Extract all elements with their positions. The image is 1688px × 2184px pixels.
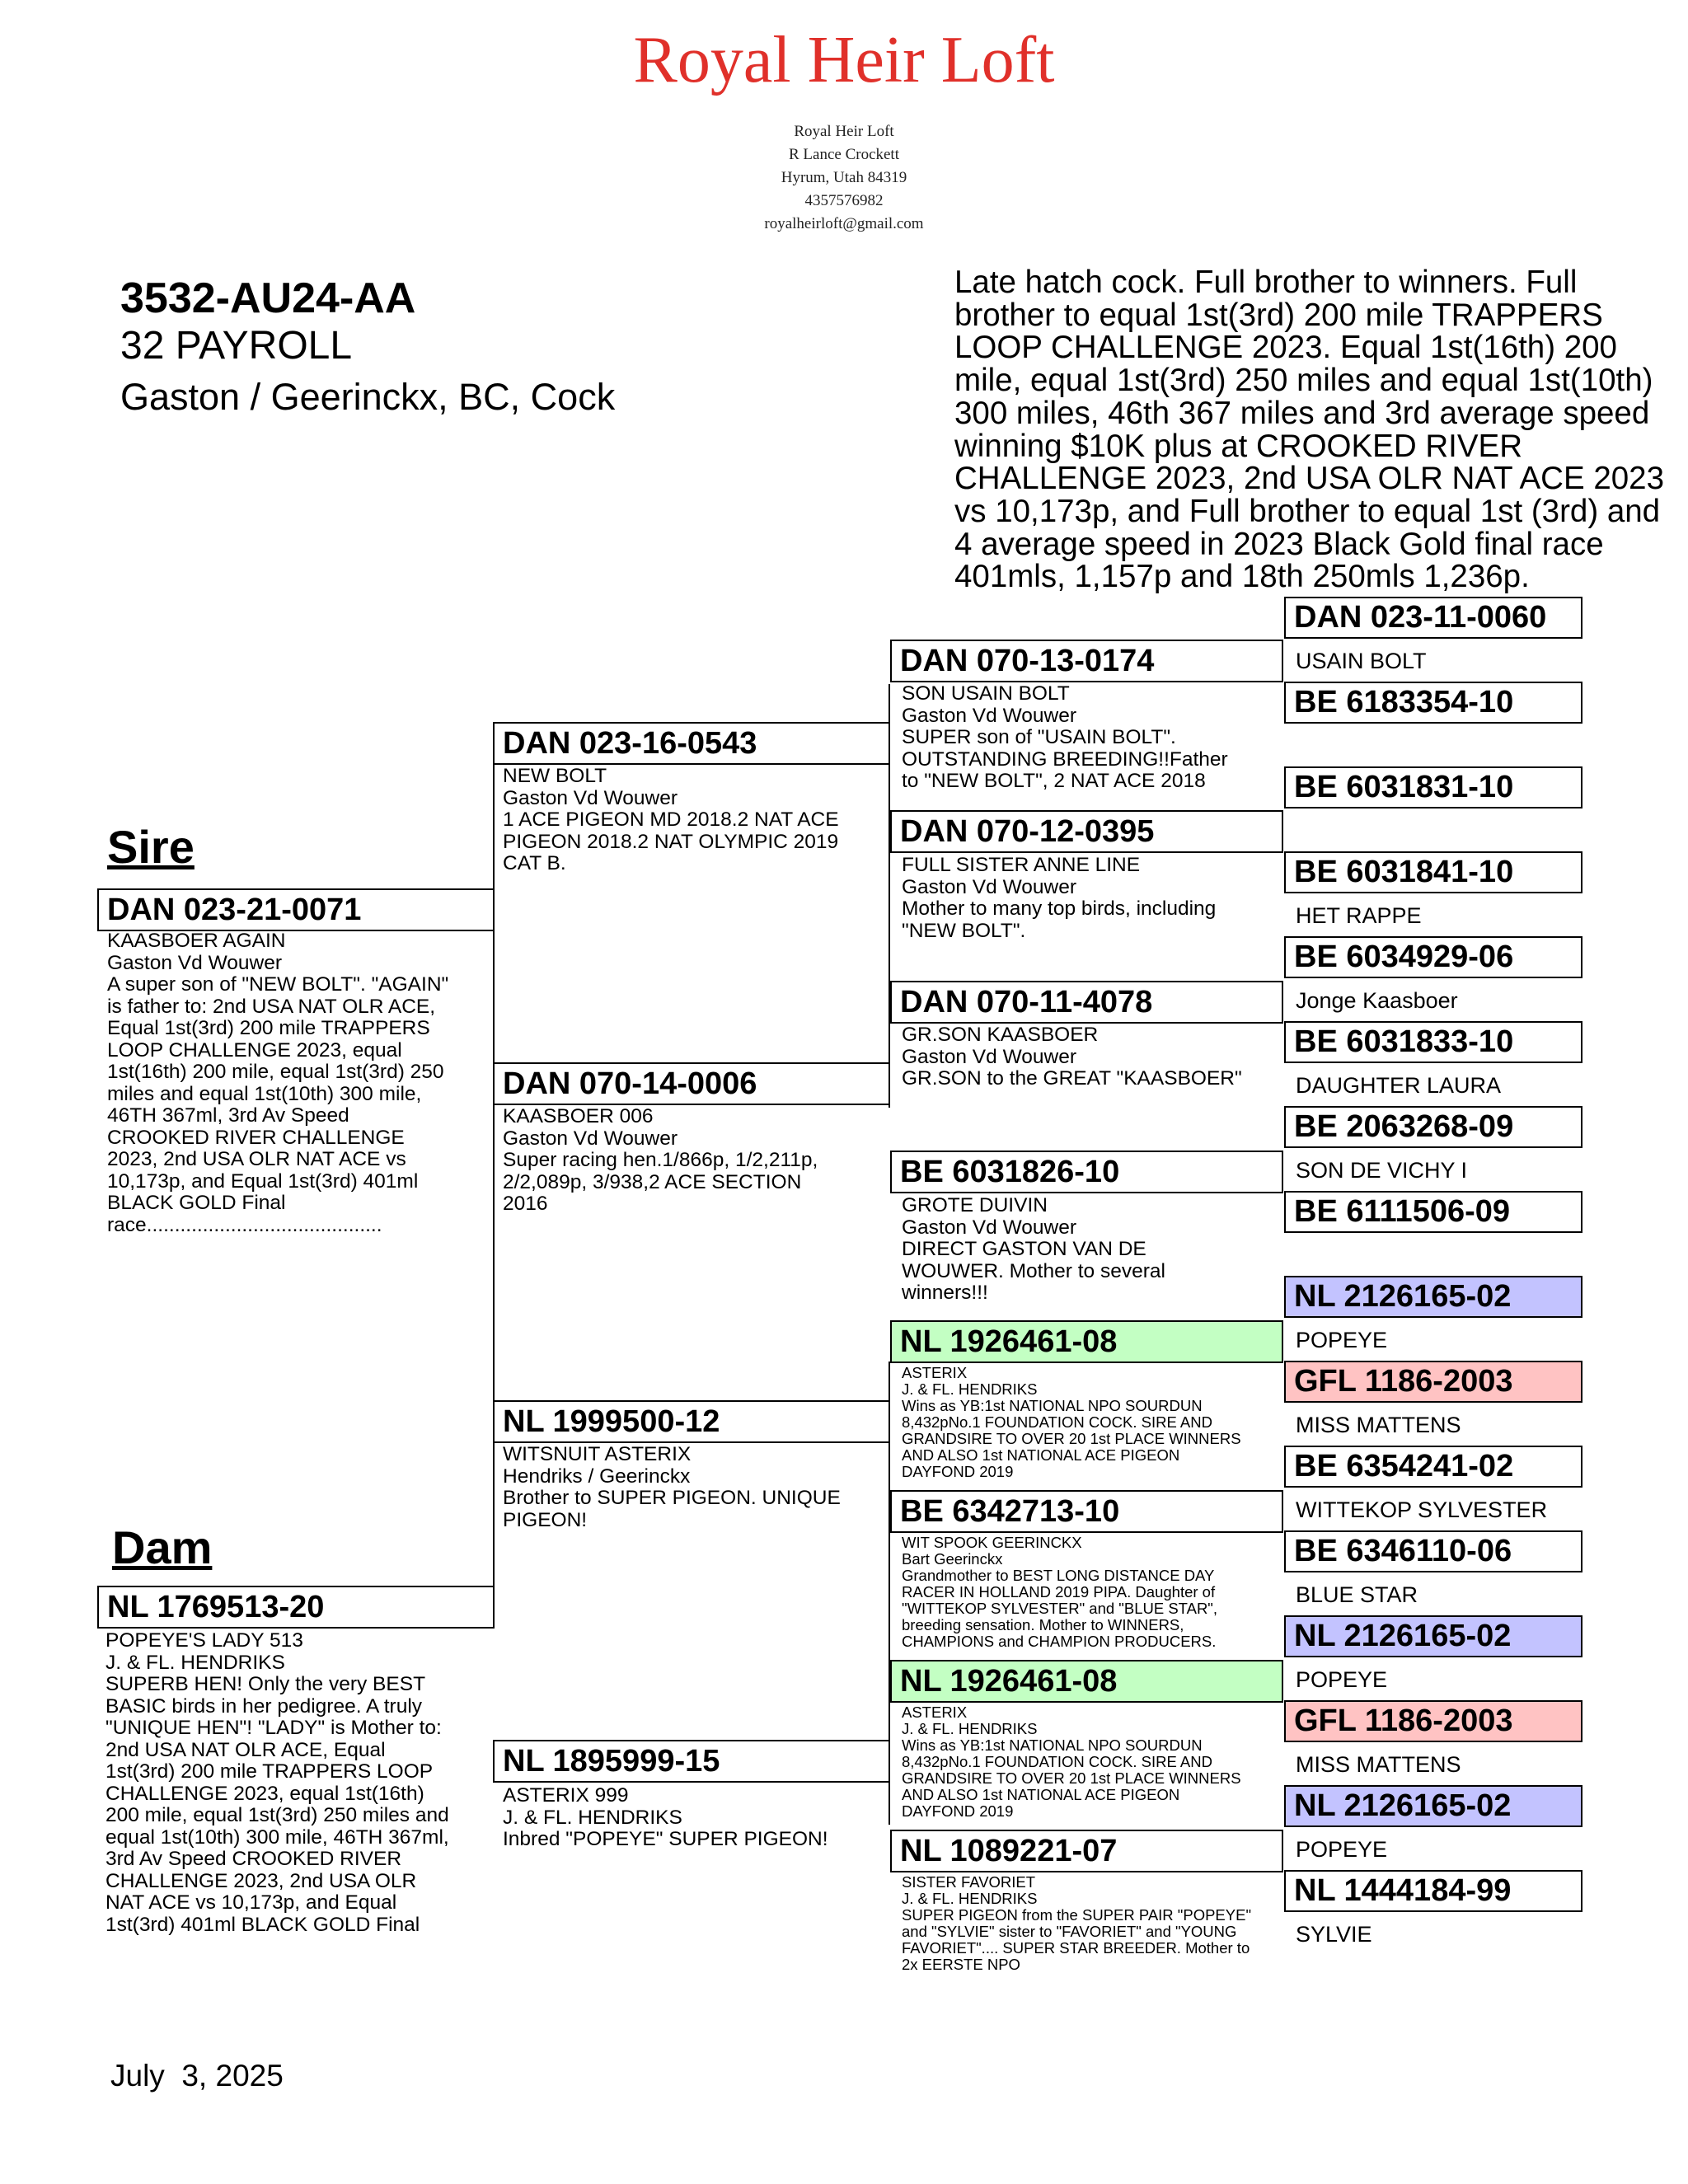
gen5-name: DAUGHTER LAURA: [1296, 1073, 1502, 1098]
dam-info: POPEYE'S LADY 513 J. & FL. HENDRIKS SUPERB HEN! Only the very BEST BASIC birds in her pedigree. A truly "UNIQUE HEN"! "LADY" is Mother to: 2nd USA NAT OLR ACE, Equal 1st(3rd) 200 mile TRAPPERS LOOP CHALLENGE 2023, equal 1st(16th) 200 mile, equal 1st(3rd) 250 miles and equal 1st(10th) 300 mile, 46TH 367ml, 3rd Av Speed CROOKED RIVER CHALLENGE 2023, 2nd USA OLR NAT ACE vs 10,173p, and Equal 1st(3rd) 401ml BLACK GOLD Final: [106, 1629, 449, 1936]
gen5-reg: GFL 1186-2003: [1284, 1700, 1582, 1742]
great-grandparent-reg: NL 1926461-08: [890, 1320, 1283, 1363]
gen5-reg: BE 2063268-09: [1284, 1106, 1582, 1148]
gen5-name: POPEYE: [1296, 1667, 1388, 1692]
contact-block: [0, 120, 1688, 236]
dam-reg: NL 1769513-20: [97, 1586, 495, 1629]
grandparent-info: KAASBOER 006 Gaston Vd Wouwer Super racing hen.1/866p, 1/2,211p, 2/2,089p, 3/938,2 ACE SECTION 2016: [503, 1105, 818, 1215]
contact-loft: Royal Heir Loft: [794, 123, 894, 140]
loft-title: Royal Heir Loft: [633, 24, 1055, 96]
contact-phone: 4357576982: [804, 192, 884, 209]
gen5-name: BLUE STAR: [1296, 1582, 1418, 1607]
great-grandparent-reg: NL 1926461-08: [890, 1660, 1283, 1703]
grandparent-info: WITSNUIT ASTERIX Hendriks / Geerinckx Brother to SUPER PIGEON. UNIQUE PIGEON!: [503, 1443, 841, 1531]
grandparent-reg: DAN 070-14-0006: [493, 1062, 890, 1105]
gen5-reg: NL 2126165-02: [1284, 1615, 1582, 1657]
great-grandparent-info: WIT SPOOK GEERINCKX Bart Geerinckx Grandmother to BEST LONG DISTANCE DAY RACER IN HOLLAND 2019 PIPA. Daughter of "WITTEKOP SYLVESTER" and "BLUE STAR", breeding sensation. Mother to WINNERS, CHAMPIONS and CHAMPION PRODUCERS.: [902, 1534, 1218, 1650]
gen5-reg: NL 2126165-02: [1284, 1785, 1582, 1827]
gen5-reg: BE 6346110-06: [1284, 1530, 1582, 1572]
subject-name: 32 PAYROLL: [120, 324, 353, 368]
gen5-reg: BE 6031833-10: [1284, 1021, 1582, 1063]
gen5-name: WITTEKOP SYLVESTER: [1296, 1497, 1548, 1522]
subject-summary: Late hatch cock. Full brother to winners. Full brother to equal 1st(3rd) 200 mile TRAPPERS LOOP CHALLENGE 2023. Equal 1st(16th) 200 mile, equal 1st(3rd) 250 miles and equal 1st(10th) 300 miles, 46th 367 miles and 3rd average speed winning $10K plus at CROOKED RIVER CHALLENGE 2023, 2nd USA OLR NAT ACE 2023 vs 10,173p, and Full brother to equal 1st (3rd) and 4 average speed in 2023 Black Gold final race 401mls, 1,157p and 18th 250mls 1,236p.: [954, 265, 1665, 595]
gen5-name: POPEYE: [1296, 1837, 1388, 1862]
gen5-name: Jonge Kaasboer: [1296, 988, 1458, 1013]
contact-email: royalheirloft@gmail.com: [764, 215, 924, 232]
great-grandparent-reg: NL 1089221-07: [890, 1830, 1283, 1872]
gen5-name: MISS MATTENS: [1296, 1752, 1461, 1777]
sire-info: KAASBOER AGAIN Gaston Vd Wouwer A super son of "NEW BOLT". "AGAIN" is father to: 2nd USA NAT OLR ACE, Equal 1st(3rd) 200 mile TRAPPERS LOOP CHALLENGE 2023, equal 1st(16th) 200 mile, equal 1st(3rd) 250 miles and equal 1st(10th) 300 mile, 46TH 367ml, 3rd Av Speed CROOKED RIVER CHALLENGE 2023, 2nd USA OLR NAT ACE vs 10,173p, and Equal 1st(3rd) 401ml BLACK GOLD Final race..........................................: [107, 930, 449, 1236]
grandparent-reg: DAN 023-16-0543: [493, 722, 890, 765]
subject-strain: Gaston / Geerinckx, BC, Cock: [120, 376, 616, 418]
gen5-reg: NL 1444184-99: [1284, 1870, 1582, 1912]
gen5-reg: BE 6354241-02: [1284, 1446, 1582, 1488]
print-date: July 3, 2025: [110, 2059, 284, 2093]
great-grandparent-info: SON USAIN BOLT Gaston Vd Wouwer SUPER son of "USAIN BOLT". OUTSTANDING BREEDING!!Father to "NEW BOLT", 2 NAT ACE 2018: [902, 682, 1228, 792]
great-grandparent-info: ASTERIX J. & FL. HENDRIKS Wins as YB:1st NATIONAL NPO SOURDUN 8,432pNo.1 FOUNDATION COCK. SIRE AND GRANDSIRE TO OVER 20 1st PLACE WINNERS AND ALSO 1st NATIONAL ACE PIGEON DAYFOND 2019: [902, 1364, 1241, 1480]
gen5-reg: BE 6031831-10: [1284, 766, 1582, 808]
grandparent-reg: NL 1999500-12: [493, 1400, 890, 1443]
grandparent-reg: NL 1895999-15: [493, 1740, 890, 1783]
great-grandparent-info: GR.SON KAASBOER Gaston Vd Wouwer GR.SON to the GREAT "KAASBOER": [902, 1024, 1242, 1090]
gen5-reg: BE 6111506-09: [1284, 1191, 1582, 1233]
gen5-name: USAIN BOLT: [1296, 649, 1427, 673]
contact-owner: R Lance Crockett: [788, 146, 899, 163]
contact-address: Hyrum, Utah 84319: [781, 169, 907, 186]
gen5-name: SYLVIE: [1296, 1922, 1372, 1947]
great-grandparent-info: GROTE DUIVIN Gaston Vd Wouwer DIRECT GASTON VAN DE WOUWER. Mother to several winners!!!: [902, 1194, 1165, 1304]
gen5-name: POPEYE: [1296, 1328, 1388, 1352]
great-grandparent-info: FULL SISTER ANNE LINE Gaston Vd Wouwer Mother to many top birds, including "NEW BOLT".: [902, 854, 1217, 942]
sire-reg: DAN 023-21-0071: [97, 888, 495, 931]
gen5-reg: BE 6031841-10: [1284, 851, 1582, 893]
gen5-reg: BE 6034929-06: [1284, 936, 1582, 978]
subject-reg: 3532-AU24-AA: [120, 274, 416, 322]
great-grandparent-reg: BE 6342713-10: [890, 1490, 1283, 1533]
gen5-name: HET RAPPE: [1296, 903, 1422, 928]
sire-label: Sire: [107, 821, 195, 873]
gen5-reg: BE 6183354-10: [1284, 682, 1582, 724]
gen5-name: MISS MATTENS: [1296, 1413, 1461, 1437]
great-grandparent-info: ASTERIX J. & FL. HENDRIKS Wins as YB:1st NATIONAL NPO SOURDUN 8,432pNo.1 FOUNDATION COCK. SIRE AND GRANDSIRE TO OVER 20 1st PLACE WINNERS AND ALSO 1st NATIONAL ACE PIGEON DAYFOND 2019: [902, 1704, 1241, 1820]
gen5-name: SON DE VICHY I: [1296, 1158, 1468, 1183]
gen5-reg: NL 2126165-02: [1284, 1276, 1582, 1318]
great-grandparent-reg: DAN 070-13-0174: [890, 640, 1283, 682]
gen5-reg: GFL 1186-2003: [1284, 1361, 1582, 1403]
great-grandparent-info: SISTER FAVORIET J. & FL. HENDRIKS SUPER PIGEON from the SUPER PAIR "POPEYE" and "SYLVIE" sister to "FAVORIET" and "YOUNG FAVORIET".... SUPER STAR BREEDER. Mother to 2x EERSTE NPO: [902, 1873, 1252, 1973]
great-grandparent-reg: DAN 070-11-4078: [890, 981, 1283, 1024]
grandparent-info: ASTERIX 999 J. & FL. HENDRIKS Inbred "POPEYE" SUPER PIGEON!: [503, 1784, 828, 1850]
grandparent-info: NEW BOLT Gaston Vd Wouwer 1 ACE PIGEON MD 2018.2 NAT ACE PIGEON 2018.2 NAT OLYMPIC 2019 CAT B.: [503, 765, 839, 874]
great-grandparent-reg: DAN 070-12-0395: [890, 810, 1283, 853]
gen5-reg: DAN 023-11-0060: [1284, 597, 1582, 639]
dam-label: Dam: [112, 1521, 213, 1573]
great-grandparent-reg: BE 6031826-10: [890, 1151, 1283, 1193]
